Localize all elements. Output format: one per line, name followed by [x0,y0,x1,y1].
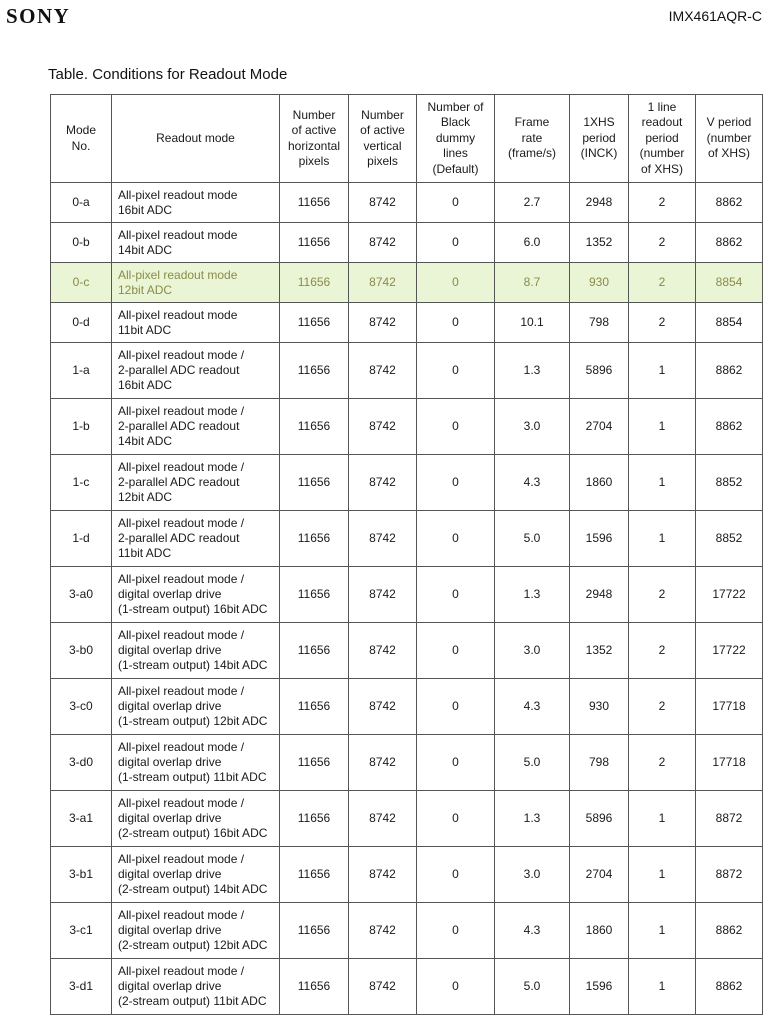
table-row [51,567,763,623]
cell-h-pixels: 11656 [280,679,349,735]
cell-v-pixels: 8742 [349,791,417,847]
cell-v-pixels: 8742 [349,343,417,399]
table-row [51,511,763,567]
cell-line-period: 1 [629,455,696,511]
cell-readout-mode: All-pixel readout mode / digital overlap drive (2-stream output) 12bit ADC [112,903,280,959]
cell-readout-mode: All-pixel readout mode / digital overlap drive (2-stream output) 11bit ADC [112,959,280,1015]
cell-frame-rate: 4.3 [495,679,570,735]
cell-line-period: 1 [629,791,696,847]
cell-v-pixels: 8742 [349,303,417,343]
cell-readout-mode: All-pixel readout mode 14bit ADC [112,223,280,263]
header-h-pixels: Number of active horizontal pixels [280,95,349,183]
table-row [51,399,763,455]
cell-v-pixels: 8742 [349,735,417,791]
cell-v-pixels: 8742 [349,399,417,455]
cell-h-pixels: 11656 [280,959,349,1015]
cell-v-period: 8862 [696,223,763,263]
cell-xhs-period: 5896 [570,343,629,399]
cell-black-lines: 0 [417,903,495,959]
cell-v-period: 8852 [696,455,763,511]
cell-readout-mode: All-pixel readout mode / digital overlap drive (2-stream output) 14bit ADC [112,847,280,903]
cell-frame-rate: 2.7 [495,183,570,223]
cell-v-period: 8854 [696,263,763,303]
cell-black-lines: 0 [417,623,495,679]
cell-readout-mode: All-pixel readout mode / digital overlap drive (1-stream output) 12bit ADC [112,679,280,735]
cell-xhs-period: 798 [570,303,629,343]
cell-black-lines: 0 [417,679,495,735]
cell-mode-no: 1-a [51,343,112,399]
cell-readout-mode: All-pixel readout mode / 2-parallel ADC readout 14bit ADC [112,399,280,455]
sony-logo: SONY [6,4,71,28]
readout-mode-table [50,94,763,1015]
table-row [51,959,763,1015]
cell-mode-no: 1-b [51,399,112,455]
cell-v-pixels: 8742 [349,903,417,959]
table-row [51,455,763,511]
cell-v-pixels: 8742 [349,183,417,223]
table-row [51,303,763,343]
cell-black-lines: 0 [417,223,495,263]
cell-v-pixels: 8742 [349,223,417,263]
cell-h-pixels: 11656 [280,511,349,567]
cell-v-period: 8854 [696,303,763,343]
cell-h-pixels: 11656 [280,735,349,791]
header-readout-mode: Readout mode [112,95,280,183]
cell-line-period: 2 [629,735,696,791]
cell-v-pixels: 8742 [349,679,417,735]
cell-v-period: 8862 [696,959,763,1015]
cell-readout-mode: All-pixel readout mode 12bit ADC [112,263,280,303]
header-xhs-period: 1XHS period (INCK) [570,95,629,183]
cell-h-pixels: 11656 [280,567,349,623]
cell-black-lines: 0 [417,735,495,791]
cell-line-period: 1 [629,903,696,959]
cell-black-lines: 0 [417,567,495,623]
cell-black-lines: 0 [417,455,495,511]
cell-xhs-period: 2704 [570,847,629,903]
header-v-period: V period (number of XHS) [696,95,763,183]
cell-black-lines: 0 [417,343,495,399]
cell-mode-no: 1-c [51,455,112,511]
cell-v-period: 8852 [696,511,763,567]
cell-mode-no: 3-d0 [51,735,112,791]
cell-readout-mode: All-pixel readout mode 11bit ADC [112,303,280,343]
cell-v-period: 8862 [696,903,763,959]
header-v-pixels: Number of active vertical pixels [349,95,417,183]
cell-xhs-period: 1596 [570,511,629,567]
cell-xhs-period: 1352 [570,623,629,679]
cell-v-pixels: 8742 [349,511,417,567]
cell-xhs-period: 1860 [570,455,629,511]
cell-xhs-period: 2948 [570,567,629,623]
table-row [51,735,763,791]
cell-line-period: 1 [629,343,696,399]
cell-h-pixels: 11656 [280,183,349,223]
cell-v-pixels: 8742 [349,263,417,303]
table-body [51,183,763,1015]
cell-black-lines: 0 [417,847,495,903]
cell-xhs-period: 930 [570,263,629,303]
cell-frame-rate: 5.0 [495,511,570,567]
table-row [51,183,763,223]
cell-black-lines: 0 [417,303,495,343]
cell-frame-rate: 1.3 [495,791,570,847]
cell-v-period: 17722 [696,567,763,623]
table-row [51,263,763,303]
cell-line-period: 2 [629,623,696,679]
cell-line-period: 2 [629,183,696,223]
cell-h-pixels: 11656 [280,303,349,343]
cell-line-period: 2 [629,263,696,303]
cell-frame-rate: 4.3 [495,455,570,511]
cell-frame-rate: 3.0 [495,847,570,903]
cell-frame-rate: 3.0 [495,399,570,455]
cell-h-pixels: 11656 [280,343,349,399]
header-line-period: 1 line readout period (number of XHS) [629,95,696,183]
cell-frame-rate: 10.1 [495,303,570,343]
cell-v-pixels: 8742 [349,959,417,1015]
cell-mode-no: 3-b0 [51,623,112,679]
cell-v-period: 8862 [696,343,763,399]
header-frame-rate: Frame rate (frame/s) [495,95,570,183]
cell-v-pixels: 8742 [349,567,417,623]
cell-line-period: 1 [629,511,696,567]
cell-h-pixels: 11656 [280,847,349,903]
cell-black-lines: 0 [417,399,495,455]
cell-xhs-period: 1860 [570,903,629,959]
cell-readout-mode: All-pixel readout mode / digital overlap drive (1-stream output) 14bit ADC [112,623,280,679]
cell-mode-no: 3-a0 [51,567,112,623]
cell-line-period: 2 [629,223,696,263]
cell-h-pixels: 11656 [280,399,349,455]
cell-frame-rate: 4.3 [495,903,570,959]
cell-readout-mode: All-pixel readout mode / 2-parallel ADC readout 12bit ADC [112,455,280,511]
cell-xhs-period: 5896 [570,791,629,847]
cell-v-period: 8862 [696,183,763,223]
cell-xhs-period: 1352 [570,223,629,263]
cell-black-lines: 0 [417,183,495,223]
cell-v-period: 17718 [696,679,763,735]
cell-mode-no: 3-c0 [51,679,112,735]
cell-black-lines: 0 [417,791,495,847]
cell-v-period: 8872 [696,847,763,903]
cell-v-pixels: 8742 [349,847,417,903]
cell-v-period: 17718 [696,735,763,791]
cell-frame-rate: 5.0 [495,959,570,1015]
cell-mode-no: 0-b [51,223,112,263]
cell-mode-no: 0-a [51,183,112,223]
cell-frame-rate: 5.0 [495,735,570,791]
cell-line-period: 1 [629,399,696,455]
cell-mode-no: 0-d [51,303,112,343]
header-mode-no: Mode No. [51,95,112,183]
cell-readout-mode: All-pixel readout mode / digital overlap drive (1-stream output) 11bit ADC [112,735,280,791]
cell-readout-mode: All-pixel readout mode / digital overlap drive (1-stream output) 16bit ADC [112,567,280,623]
cell-h-pixels: 11656 [280,903,349,959]
cell-readout-mode: All-pixel readout mode / digital overlap drive (2-stream output) 16bit ADC [112,791,280,847]
cell-readout-mode: All-pixel readout mode / 2-parallel ADC readout 11bit ADC [112,511,280,567]
cell-mode-no: 0-c [51,263,112,303]
table-header-row [51,95,763,183]
cell-mode-no: 3-c1 [51,903,112,959]
table-row [51,343,763,399]
cell-readout-mode: All-pixel readout mode / 2-parallel ADC readout 16bit ADC [112,343,280,399]
cell-line-period: 1 [629,959,696,1015]
table-caption: Table. Conditions for Readout Mode [48,66,288,83]
cell-readout-mode: All-pixel readout mode 16bit ADC [112,183,280,223]
table-row [51,223,763,263]
cell-line-period: 1 [629,847,696,903]
cell-v-pixels: 8742 [349,455,417,511]
header-black-lines: Number of Black dummy lines (Default) [417,95,495,183]
cell-v-period: 8862 [696,399,763,455]
cell-mode-no: 1-d [51,511,112,567]
cell-line-period: 2 [629,303,696,343]
cell-frame-rate: 3.0 [495,623,570,679]
cell-h-pixels: 11656 [280,263,349,303]
cell-mode-no: 3-a1 [51,791,112,847]
cell-xhs-period: 2948 [570,183,629,223]
cell-black-lines: 0 [417,263,495,303]
cell-mode-no: 3-b1 [51,847,112,903]
cell-v-period: 8872 [696,791,763,847]
table-row [51,791,763,847]
cell-line-period: 2 [629,679,696,735]
cell-v-pixels: 8742 [349,623,417,679]
cell-black-lines: 0 [417,511,495,567]
cell-v-period: 17722 [696,623,763,679]
cell-h-pixels: 11656 [280,455,349,511]
cell-frame-rate: 8.7 [495,263,570,303]
cell-xhs-period: 2704 [570,399,629,455]
cell-h-pixels: 11656 [280,791,349,847]
table-row [51,623,763,679]
cell-black-lines: 0 [417,959,495,1015]
cell-mode-no: 3-d1 [51,959,112,1015]
cell-xhs-period: 930 [570,679,629,735]
table-row [51,903,763,959]
cell-frame-rate: 1.3 [495,343,570,399]
cell-frame-rate: 1.3 [495,567,570,623]
table-row [51,679,763,735]
cell-frame-rate: 6.0 [495,223,570,263]
cell-h-pixels: 11656 [280,223,349,263]
cell-line-period: 2 [629,567,696,623]
cell-xhs-period: 798 [570,735,629,791]
table-row [51,847,763,903]
cell-xhs-period: 1596 [570,959,629,1015]
cell-h-pixels: 11656 [280,623,349,679]
part-number: IMX461AQR-C [668,8,762,24]
